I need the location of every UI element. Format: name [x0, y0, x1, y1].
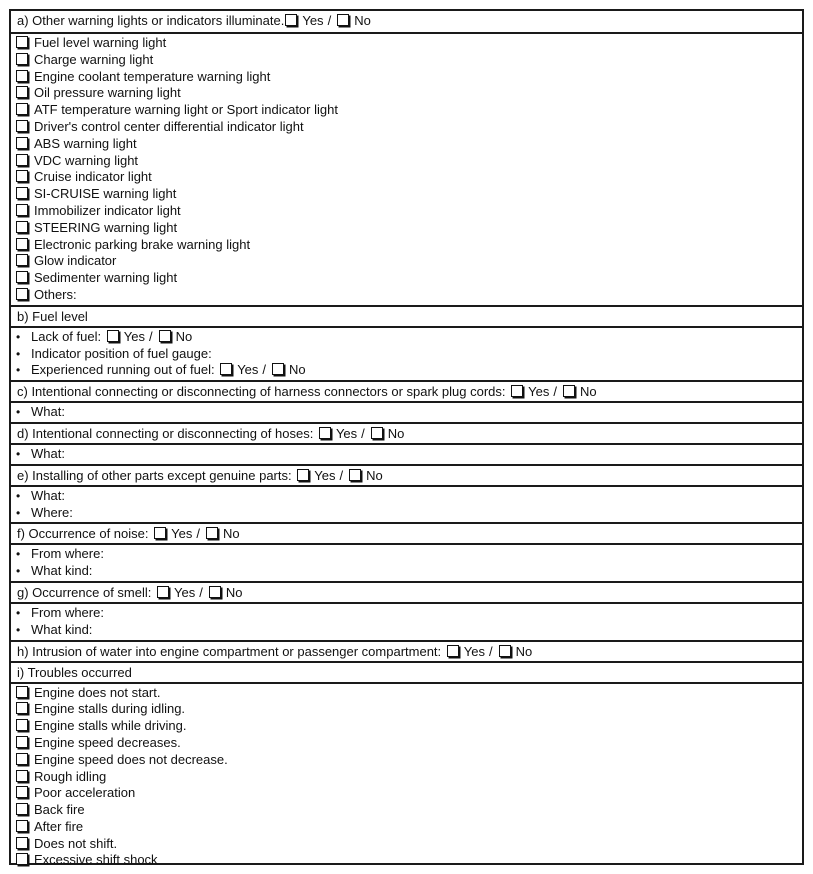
no-checkbox[interactable]: [371, 427, 383, 439]
no-label: No: [354, 13, 371, 28]
warning-light-label: Electronic parking brake warning light: [34, 236, 251, 252]
what-line: [16, 488, 797, 505]
warning-light-item: [16, 203, 797, 220]
section-i-header: [11, 661, 802, 682]
what-kind-label: What kind:: [31, 621, 93, 637]
trouble-label: Back fire: [34, 802, 85, 818]
trouble-label: Poor acceleration: [34, 785, 136, 801]
ranout-no-checkbox[interactable]: [272, 363, 284, 375]
trouble-item: [16, 785, 797, 802]
section-g-details: [11, 602, 802, 640]
what-kind-line: [16, 622, 797, 639]
warning-light-label: STEERING warning light: [34, 219, 178, 235]
section-i-title: i) Troubles occurred: [17, 664, 132, 680]
section-d-details: [11, 443, 802, 464]
lack-of-fuel-label: Lack of fuel:: [31, 328, 102, 344]
what-kind-label: What kind:: [31, 563, 93, 579]
no-checkbox[interactable]: [349, 469, 361, 481]
warning-light-label: ABS warning light: [34, 135, 137, 151]
trouble-label: Engine speed does not decrease.: [34, 751, 228, 767]
trouble-item: [16, 769, 797, 786]
trouble-label: After fire: [34, 818, 84, 834]
warning-light-item: [16, 186, 797, 203]
warning-light-checkbox[interactable]: [16, 254, 28, 266]
what-label: What:: [31, 487, 65, 503]
section-d-header: [11, 422, 802, 443]
section-e-title: e) Installing of other parts except genuine parts:: [17, 467, 292, 483]
yes-checkbox[interactable]: [297, 469, 309, 481]
trouble-checkbox[interactable]: [16, 786, 28, 798]
trouble-checkbox[interactable]: [16, 686, 28, 698]
warning-light-checkbox[interactable]: [16, 70, 28, 82]
trouble-label: Does not shift.: [34, 835, 118, 851]
section-h-title: h) Intrusion of water into engine compartment or passenger compartment:: [17, 643, 442, 659]
warning-light-checkbox[interactable]: [16, 120, 28, 132]
ranout-yes-checkbox[interactable]: [220, 363, 232, 375]
trouble-checkbox[interactable]: [16, 853, 28, 865]
section-a-title: a) Other warning lights or indicators illuminate.: [17, 13, 285, 28]
trouble-item: [16, 735, 797, 752]
from-where-label: From where:: [31, 604, 104, 620]
warning-light-checkbox[interactable]: [16, 86, 28, 98]
section-h-header: [11, 640, 802, 661]
bullet: •: [16, 505, 21, 520]
what-label: What:: [31, 404, 65, 420]
slash: /: [199, 584, 203, 600]
warning-light-item: [16, 35, 797, 52]
section-f-title: f) Occurrence of noise:: [17, 526, 149, 542]
warning-light-checkbox[interactable]: [16, 204, 28, 216]
warning-light-item: [16, 169, 797, 186]
warning-light-checkbox[interactable]: [16, 137, 28, 149]
slash: /: [262, 362, 267, 378]
trouble-item: [16, 802, 797, 819]
no-checkbox[interactable]: [209, 586, 221, 598]
slash: /: [361, 425, 365, 441]
warning-light-item: [16, 220, 797, 237]
no-label: No: [515, 643, 533, 659]
trouble-item: [16, 718, 797, 735]
trouble-checkbox[interactable]: [16, 702, 28, 714]
section-g-title: g) Occurrence of smell:: [17, 584, 152, 600]
section-c-details: [11, 401, 802, 422]
warning-light-label: Engine coolant temperature warning light: [34, 68, 271, 84]
no-label: No: [579, 384, 597, 400]
warning-light-checkbox[interactable]: [16, 238, 28, 250]
section-e-details: [11, 485, 802, 523]
bullet: •: [16, 446, 21, 461]
warning-light-item: [16, 136, 797, 153]
trouble-label: Engine speed decreases.: [34, 734, 181, 750]
bullet: •: [16, 363, 21, 378]
yes-label: Yes: [314, 467, 336, 483]
yes-checkbox[interactable]: [157, 586, 169, 598]
bullet: •: [16, 605, 21, 620]
warning-light-item: [16, 153, 797, 170]
bullet: •: [16, 488, 21, 503]
warning-light-checkbox[interactable]: [16, 154, 28, 166]
section-g-header: [11, 581, 802, 602]
what-kind-line: [16, 563, 797, 580]
no-label: No: [387, 425, 405, 441]
section-f-details: [11, 543, 802, 581]
yes-label: Yes: [528, 384, 550, 400]
section-f-header: [11, 522, 802, 543]
where-label: Where:: [31, 504, 73, 520]
warning-light-label: Sedimenter warning light: [34, 270, 178, 286]
section-b-header: [11, 305, 802, 326]
warning-light-label: Others:: [34, 286, 77, 302]
trouble-checkbox[interactable]: [16, 803, 28, 815]
warning-light-checkbox[interactable]: [16, 271, 28, 283]
bullet: •: [16, 329, 21, 344]
section-e-header: [11, 464, 802, 485]
no-checkbox[interactable]: [499, 645, 511, 657]
warning-light-label: VDC warning light: [34, 152, 139, 168]
fuel-level-details: [11, 326, 802, 380]
yes-checkbox[interactable]: [447, 645, 459, 657]
what-label: What:: [31, 445, 65, 461]
trouble-checkbox[interactable]: [16, 736, 28, 748]
trouble-label: Rough idling: [34, 768, 107, 784]
yes-checkbox[interactable]: [319, 427, 331, 439]
warning-light-checkbox[interactable]: [16, 53, 28, 65]
from-where-label: From where:: [31, 546, 104, 562]
slash: /: [148, 328, 153, 344]
ran-out-label: Experienced running out of fuel:: [31, 362, 215, 378]
warning-lights-list: [11, 32, 802, 305]
ran-out-of-fuel-line: [16, 362, 797, 379]
warning-light-checkbox[interactable]: [16, 221, 28, 233]
section-c-header: [11, 380, 802, 401]
no-label: No: [366, 467, 383, 483]
warning-light-label: Immobilizer indicator light: [34, 202, 181, 218]
no-checkbox[interactable]: [563, 385, 575, 397]
indicator-position-line: [16, 346, 797, 363]
yes-label: Yes: [335, 425, 358, 441]
what-line: [16, 446, 797, 463]
yes-label: Yes: [302, 13, 324, 28]
warning-light-label: SI-CRUISE warning light: [34, 186, 177, 202]
yes-label: Yes: [463, 643, 486, 659]
trouble-item: [16, 685, 797, 702]
bullet: •: [16, 346, 21, 361]
yes-label: Yes: [171, 526, 193, 542]
trouble-item: [16, 819, 797, 836]
slash: /: [489, 643, 493, 659]
warning-light-item: [16, 287, 797, 304]
yes-label: Yes: [123, 328, 145, 344]
warning-light-item: [16, 69, 797, 86]
no-label: No: [222, 526, 240, 542]
warning-light-item: [16, 237, 797, 254]
lack-of-fuel-line: [16, 329, 797, 346]
bullet: •: [16, 622, 21, 637]
bullet: •: [16, 405, 21, 420]
no-checkbox[interactable]: [337, 14, 349, 26]
trouble-checkbox[interactable]: [16, 820, 28, 832]
no-checkbox[interactable]: [206, 527, 218, 539]
trouble-checkbox[interactable]: [16, 770, 28, 782]
trouble-label: Excessive shift shock: [34, 852, 158, 868]
slash: /: [339, 467, 344, 483]
indicator-position-label: Indicator position of fuel gauge:: [31, 345, 212, 361]
what-line: [16, 404, 797, 421]
warning-light-label: Cruise indicator light: [34, 169, 152, 185]
trouble-label: Engine stalls while driving.: [34, 718, 187, 734]
where-line: [16, 505, 797, 522]
warning-light-label: Charge warning light: [34, 51, 154, 67]
trouble-checkbox[interactable]: [16, 753, 28, 765]
yes-checkbox[interactable]: [285, 14, 297, 26]
warning-light-checkbox[interactable]: [16, 288, 28, 300]
trouble-label: Engine stalls during idling.: [34, 701, 186, 717]
section-b-title: b) Fuel level: [17, 308, 88, 324]
bullet: •: [16, 547, 21, 562]
section-c-title: c) Intentional connecting or disconnecting of harness connectors or spark plug cords:: [17, 384, 506, 400]
warning-light-checkbox[interactable]: [16, 36, 28, 48]
lack-no-checkbox[interactable]: [159, 330, 171, 342]
section-d-title: d) Intentional connecting or disconnecting of hoses:: [17, 425, 314, 441]
warning-light-item: [16, 119, 797, 136]
diagnosis-form: [9, 9, 804, 868]
slash: /: [196, 526, 200, 542]
trouble-checkbox[interactable]: [16, 719, 28, 731]
no-label: No: [225, 584, 243, 600]
warning-light-label: Driver's control center differential indicator light: [34, 118, 304, 134]
lack-yes-checkbox[interactable]: [107, 330, 119, 342]
trouble-label: Engine does not start.: [34, 684, 161, 700]
no-label: No: [289, 362, 306, 378]
trouble-item: [16, 852, 797, 869]
warning-light-item: [16, 52, 797, 69]
from-where-line: [16, 546, 797, 563]
trouble-item: [16, 836, 797, 853]
trouble-checkbox[interactable]: [16, 837, 28, 849]
warning-light-label: Oil pressure warning light: [34, 85, 181, 101]
no-label: No: [175, 328, 193, 344]
warning-light-checkbox[interactable]: [16, 103, 28, 115]
warning-light-checkbox[interactable]: [16, 170, 28, 182]
trouble-item: [16, 752, 797, 769]
from-where-line: [16, 605, 797, 622]
warning-light-label: Fuel level warning light: [34, 35, 167, 50]
section-a-header: [11, 11, 802, 32]
trouble-item: [16, 701, 797, 718]
yes-label: Yes: [174, 584, 196, 600]
slash: /: [553, 384, 557, 400]
yes-label: Yes: [237, 362, 259, 378]
yes-checkbox[interactable]: [511, 385, 523, 397]
slash: /: [327, 13, 332, 28]
yes-checkbox[interactable]: [154, 527, 166, 539]
troubles-list: [11, 682, 802, 871]
warning-light-label: ATF temperature warning light or Sport indicator light: [34, 102, 338, 118]
warning-light-checkbox[interactable]: [16, 187, 28, 199]
bullet: •: [16, 564, 21, 579]
warning-light-item: [16, 253, 797, 270]
warning-light-label: Glow indicator: [34, 253, 117, 269]
warning-light-item: [16, 270, 797, 287]
warning-light-item: [16, 85, 797, 102]
warning-light-item: [16, 102, 797, 119]
